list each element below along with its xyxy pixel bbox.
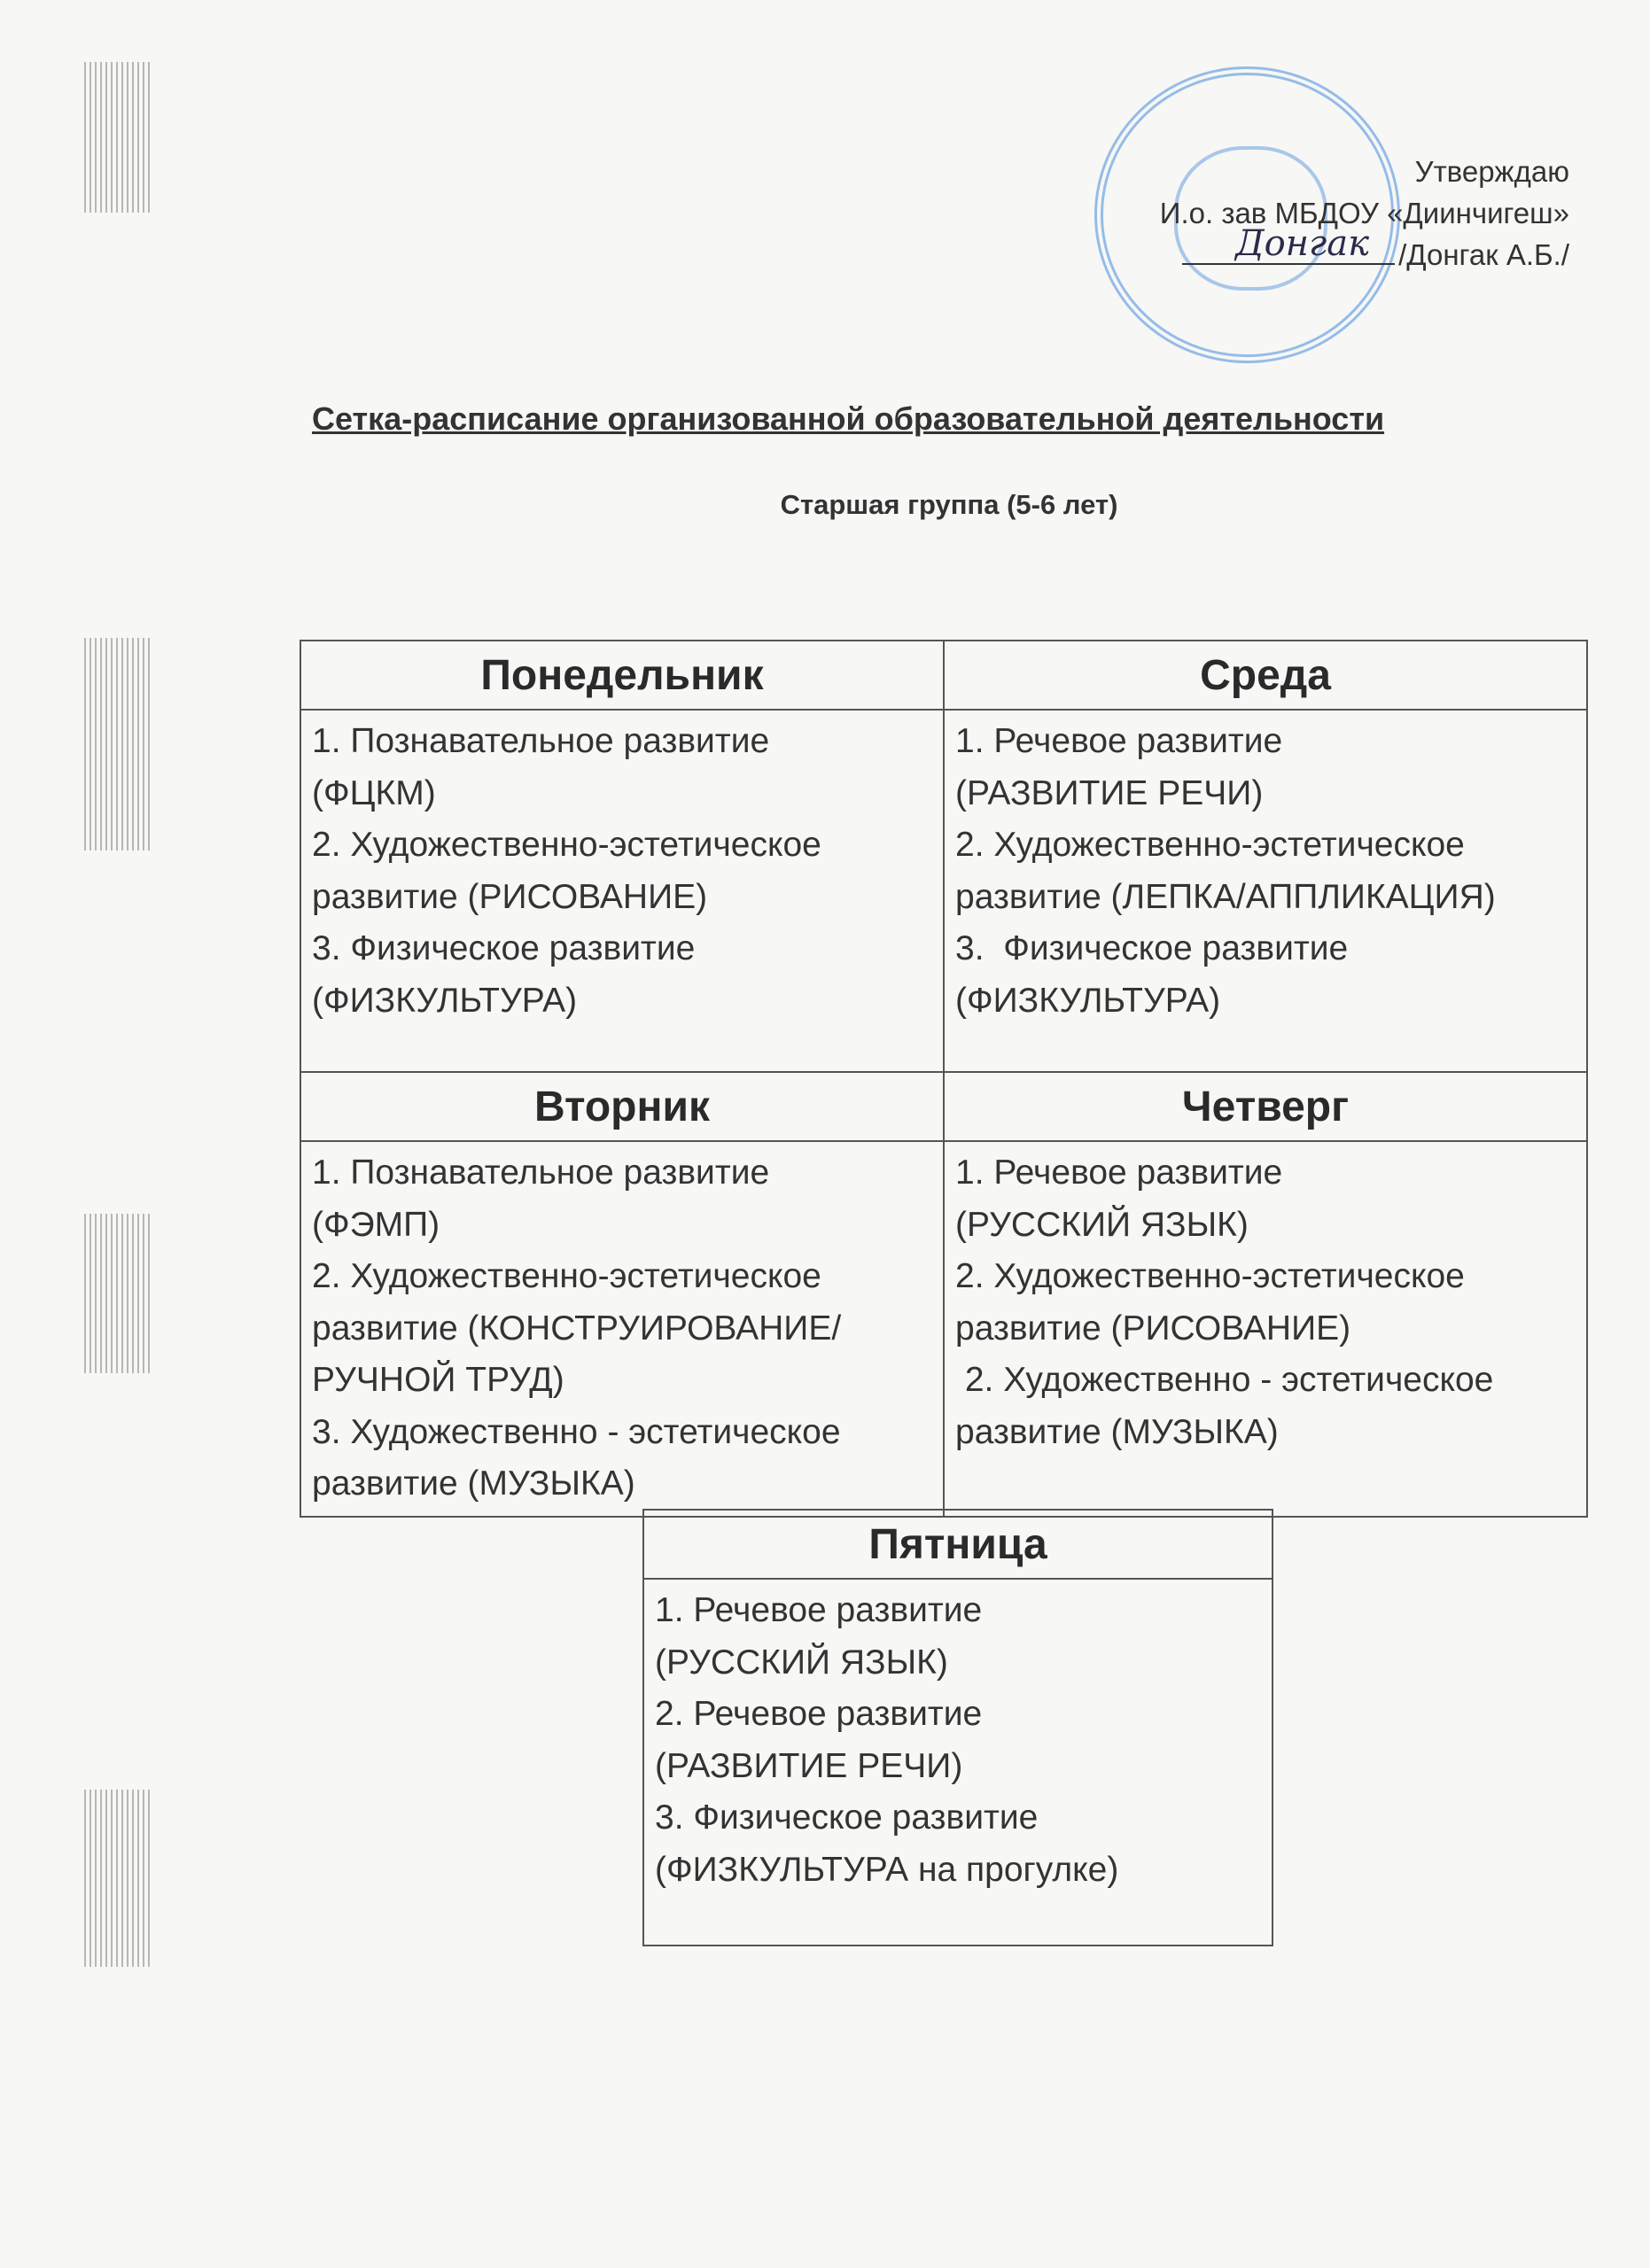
day-cell-friday [643,1579,1273,1946]
scan-artifact [84,62,151,213]
approval-position: И.о. зав МБДОУ «Диинчигеш» [1159,197,1569,229]
activity-line: 2. Художественно-эстетическое [955,826,1465,864]
activity-line: (РУССКИЙ ЯЗЫК) [655,1643,948,1682]
activity-line: (ФЭМП) [312,1205,440,1244]
activity-line: 1. Речевое развитие [655,1591,983,1629]
schedule-table [300,640,1588,1518]
signature: Донгак [1235,223,1369,264]
approval-block [1160,151,1569,276]
activity-line: (ФИЗКУЛЬТУРА) [955,981,1221,1020]
activity-line: РУЧНОЙ ТРУД) [312,1361,564,1399]
activity-line: развитие (РИСОВАНИЕ) [955,1309,1351,1348]
activity-line: (ФИЗКУЛЬТУРА) [312,981,578,1020]
activity-line: 2. Художественно-эстетическое [312,826,821,864]
scan-artifact [84,1214,151,1373]
activity-line: 3. Физическое развитие [655,1798,1039,1837]
day-cell-wednesday [944,710,1587,1072]
activity-line: (РАЗВИТИЕ РЕЧИ) [955,773,1264,812]
document-title: Сетка-расписание организованной образовательной деятельности [312,400,1385,437]
activity-line: (ФИЗКУЛЬТУРА на прогулке) [655,1850,1119,1889]
approver-name: /Донгак А.Б./ [1398,238,1569,271]
activity-line: развитие (КОНСТРУИРОВАНИЕ/ [312,1309,842,1348]
activity-line: 2. Речевое развитие [655,1695,983,1733]
day-cell-thursday [944,1141,1587,1517]
scan-artifact [84,1790,151,1967]
approval-heading: Утверждаю [1414,155,1569,188]
activity-line: 2. Художественно - эстетическое [955,1361,1494,1399]
activity-line: 1. Познавательное развитие [312,1153,770,1192]
day-header-thursday: Четверг [944,1072,1587,1141]
approval-signature-row [1160,223,1569,276]
day-cell-monday [300,710,944,1072]
activity-line: (ФЦКМ) [312,773,436,812]
activity-line: 1. Познавательное развитие [312,722,770,760]
day-header-wednesday: Среда [944,641,1587,710]
activity-line: (РУССКИЙ ЯЗЫК) [955,1205,1249,1244]
activity-line: 3. Художественно - эстетическое [312,1412,841,1451]
activity-line: 2. Художественно-эстетическое [955,1257,1465,1295]
activity-line: (РАЗВИТИЕ РЕЧИ) [655,1746,963,1785]
activity-line: развитие (МУЗЫКА) [955,1412,1279,1451]
activity-line: 3. Физическое развитие [312,929,696,967]
activity-line: 3. Физическое развитие [955,929,1349,967]
activity-line: развитие (РИСОВАНИЕ) [312,877,708,916]
activity-line: 2. Художественно-эстетическое [312,1257,821,1295]
day-header-monday: Понедельник [300,641,944,710]
activity-line: развитие (МУЗЫКА) [312,1464,635,1503]
activity-line: 1. Речевое развитие [955,722,1283,760]
activity-line: 1. Речевое развитие [955,1153,1283,1192]
day-header-tuesday: Вторник [300,1072,944,1141]
day-header-friday: Пятница [643,1510,1273,1579]
document-subtitle: Старшая группа (5-6 лет) [780,489,1118,520]
scan-artifact [84,638,151,850]
activity-line: развитие (ЛЕПКА/АППЛИКАЦИЯ) [955,877,1496,916]
signature-line [1182,223,1395,265]
friday-table [642,1509,1273,1946]
day-cell-tuesday [300,1141,944,1517]
